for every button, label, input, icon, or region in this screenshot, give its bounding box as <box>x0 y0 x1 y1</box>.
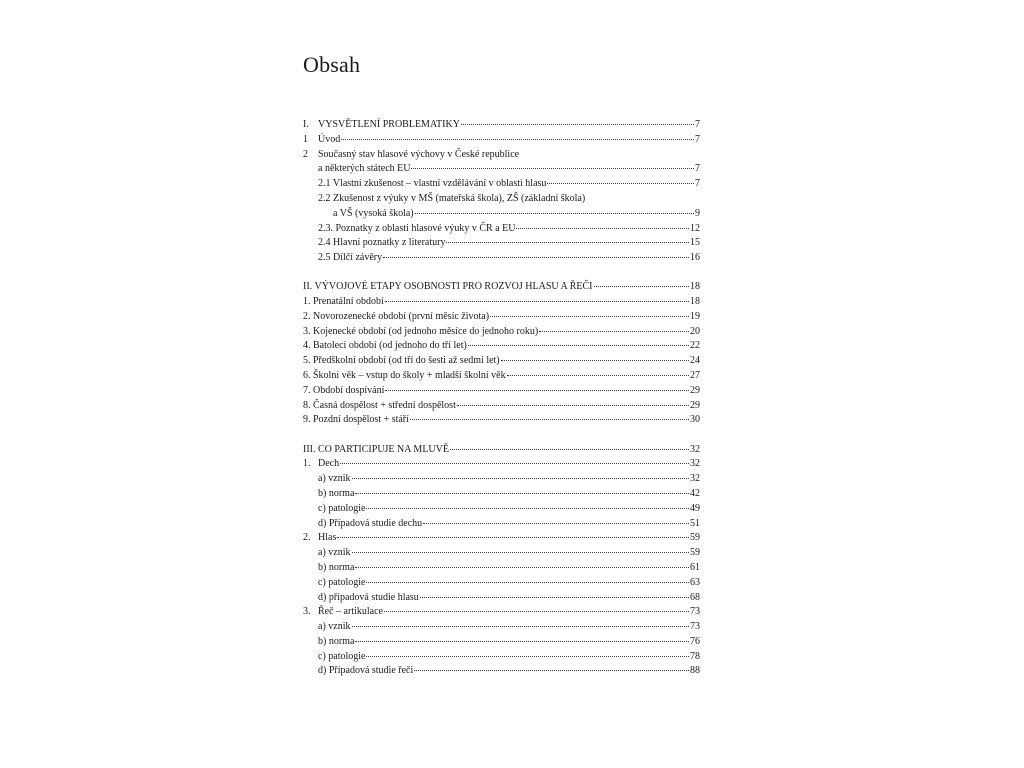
toc-entry-label: 2. Novorozenecké období (první měsíc života) <box>303 310 490 322</box>
toc-entry[interactable] <box>303 369 700 384</box>
toc-entry-page: 22 <box>690 340 700 352</box>
toc-entry-label: Hlas <box>318 532 337 544</box>
toc-entry-page: 61 <box>690 561 700 573</box>
toc-entry-label: c) patologie <box>318 502 366 514</box>
toc-entry-page: 7 <box>695 119 700 130</box>
toc-entry-page: 7 <box>695 178 700 190</box>
toc-entry[interactable] <box>303 118 700 133</box>
toc-entry[interactable] <box>303 443 700 458</box>
toc-entry-label: a) vznik <box>318 473 351 485</box>
toc-entry[interactable] <box>303 236 700 251</box>
toc-entry-label: c) patologie <box>318 650 366 662</box>
toc-entry-label: 2.3. Poznatky z oblasti hlasové výuky v ČR a EU <box>318 222 516 234</box>
toc-entry-page: 49 <box>690 502 700 514</box>
toc-dot-leader <box>385 301 689 302</box>
toc-dot-leader <box>539 331 689 332</box>
toc-entry-number: 1. <box>303 458 311 470</box>
toc-entry-label: Řeč – artikulace <box>318 606 383 618</box>
toc-dot-leader <box>446 242 689 243</box>
toc-dot-leader <box>461 124 694 125</box>
table-of-contents <box>303 118 700 679</box>
toc-entry[interactable] <box>303 192 700 207</box>
toc-entry-label: d) případová studie hlasu <box>318 591 419 603</box>
toc-entry[interactable] <box>303 148 700 163</box>
toc-entry-page: 59 <box>690 532 700 544</box>
toc-entry[interactable] <box>303 207 700 222</box>
toc-dot-leader <box>355 641 689 642</box>
toc-dot-leader <box>501 360 689 361</box>
toc-entry[interactable] <box>303 162 700 177</box>
toc-entry-number: 2 <box>303 148 308 160</box>
toc-entry[interactable] <box>303 384 700 399</box>
toc-entry-page: 29 <box>690 384 700 396</box>
toc-entry[interactable] <box>303 325 700 340</box>
toc-dot-leader <box>410 419 689 420</box>
toc-dot-leader <box>366 582 689 583</box>
toc-dot-leader <box>415 213 694 214</box>
toc-entry-label: 8. Časná dospělost + střední dospělost <box>303 399 456 411</box>
toc-entry[interactable] <box>303 472 700 487</box>
toc-entry-label: Dech <box>318 458 340 470</box>
toc-dot-leader <box>383 257 689 258</box>
toc-dot-leader <box>341 139 694 140</box>
toc-entry-page: 19 <box>690 310 700 322</box>
toc-dot-leader <box>340 463 689 464</box>
toc-dot-leader <box>507 375 689 376</box>
toc-entry-label: a) vznik <box>318 547 351 559</box>
toc-entry-page: 7 <box>695 163 700 175</box>
toc-entry[interactable] <box>303 650 700 665</box>
toc-entry[interactable] <box>303 413 700 428</box>
toc-section <box>303 118 700 266</box>
toc-entry[interactable] <box>303 502 700 517</box>
toc-dot-leader <box>352 478 690 479</box>
toc-entry-label: 5. Předškolní období (od tří do šesti až sedmi let) <box>303 355 500 367</box>
toc-entry-label: d) Případová studie dechu <box>318 517 423 529</box>
toc-dot-leader <box>516 228 689 229</box>
toc-entry-label: 7. Období dospívání <box>303 384 385 396</box>
toc-dot-leader <box>384 611 689 612</box>
toc-entry-label: a některých státech EU <box>318 163 411 175</box>
toc-entry-page: 16 <box>690 252 700 264</box>
toc-entry-page: 59 <box>690 547 700 559</box>
toc-entry[interactable] <box>303 339 700 354</box>
toc-entry-page: 68 <box>690 591 700 603</box>
toc-entry[interactable] <box>303 487 700 502</box>
toc-entry-label: c) patologie <box>318 576 366 588</box>
toc-entry-page: 27 <box>690 370 700 382</box>
toc-entry[interactable] <box>303 546 700 561</box>
toc-entry-page: 24 <box>690 355 700 367</box>
toc-entry-page: 63 <box>690 576 700 588</box>
toc-entry-label: b) norma <box>318 635 355 647</box>
toc-entry-label: 2.1 Vlastní zkušenost – vlastní vzdělávání v oblasti hlasu <box>318 178 547 190</box>
toc-entry-number: 2. <box>303 532 311 544</box>
toc-dot-leader <box>450 449 689 450</box>
toc-entry[interactable] <box>303 310 700 325</box>
toc-entry-label: b) norma <box>318 561 355 573</box>
toc-entry-label: 2.2 Zkušenost z výuky v MŠ (mateřská škola), ZŠ (základní škola) <box>318 192 586 204</box>
toc-entry[interactable] <box>303 295 700 310</box>
toc-section <box>303 280 700 428</box>
toc-entry-page: 7 <box>695 133 700 145</box>
toc-entry-label: 9. Pozdní dospělost + stáří <box>303 414 409 426</box>
toc-entry-number: I. <box>303 119 309 130</box>
toc-dot-leader <box>457 405 689 406</box>
toc-dot-leader <box>385 390 689 391</box>
toc-entry[interactable] <box>303 222 700 237</box>
toc-entry[interactable] <box>303 531 700 546</box>
toc-dot-leader <box>423 523 689 524</box>
toc-entry-page: 29 <box>690 399 700 411</box>
toc-dot-leader <box>468 345 689 346</box>
toc-dot-leader <box>355 567 689 568</box>
toc-dot-leader <box>337 537 689 538</box>
toc-entry[interactable] <box>303 251 700 266</box>
toc-entry-page: 88 <box>690 665 700 677</box>
toc-entry-label: 2.4 Hlavní poznatky z literatury <box>318 237 446 249</box>
toc-entry[interactable] <box>303 354 700 369</box>
toc-dot-leader <box>414 670 689 671</box>
toc-entry-label: 6. Školní věk – vstup do školy + mladší školní věk <box>303 370 506 382</box>
toc-entry-label: d) Případová studie řeči <box>318 665 414 677</box>
toc-entry-page: 30 <box>690 414 700 426</box>
toc-dot-leader <box>352 626 690 627</box>
toc-entry[interactable] <box>303 664 700 679</box>
toc-entry[interactable] <box>303 620 700 635</box>
toc-dot-leader <box>352 552 690 553</box>
toc-entry[interactable] <box>303 133 700 148</box>
toc-entry-label: b) norma <box>318 487 355 499</box>
toc-section <box>303 443 700 680</box>
toc-entry-page: 32 <box>690 458 700 470</box>
toc-dot-leader <box>366 508 689 509</box>
toc-entry-label: a) vznik <box>318 621 351 633</box>
toc-entry-label: VYSVĚTLENÍ PROBLEMATIKY <box>318 119 460 130</box>
toc-dot-leader <box>594 286 690 287</box>
toc-entry-label: Úvod <box>318 133 341 145</box>
toc-entry-page: 15 <box>690 237 700 249</box>
toc-dot-leader <box>411 168 694 169</box>
toc-entry-number: 3. <box>303 606 311 618</box>
toc-entry-page: 78 <box>690 650 700 662</box>
toc-entry[interactable] <box>303 605 700 620</box>
toc-entry-label: a VŠ (vysoká škola) <box>333 207 414 219</box>
toc-entry[interactable] <box>303 457 700 472</box>
toc-dot-leader <box>366 656 689 657</box>
toc-entry[interactable] <box>303 591 700 606</box>
toc-dot-leader <box>420 597 689 598</box>
toc-entry-page: 9 <box>695 207 700 219</box>
toc-entry-page: 18 <box>690 296 700 308</box>
page-title: Obsah <box>303 52 361 77</box>
toc-entry-label: 2.5 Dílčí závěry <box>318 252 383 264</box>
toc-entry-number: 1 <box>303 133 308 145</box>
toc-dot-leader <box>490 316 689 317</box>
toc-entry-page: 20 <box>690 325 700 337</box>
toc-entry[interactable] <box>303 280 700 295</box>
toc-entry-page: 32 <box>690 473 700 485</box>
toc-entry-page: 12 <box>690 222 700 234</box>
toc-entry[interactable] <box>303 576 700 591</box>
toc-entry[interactable] <box>303 177 700 192</box>
toc-entry[interactable] <box>303 561 700 576</box>
toc-entry-page: 18 <box>690 281 700 293</box>
toc-dot-leader <box>547 183 694 184</box>
toc-entry[interactable] <box>303 399 700 414</box>
toc-entry[interactable] <box>303 517 700 532</box>
toc-entry-label: 1. Prenatální období <box>303 296 384 308</box>
toc-entry-page: 51 <box>690 517 700 529</box>
toc-entry-label: II. VÝVOJOVÉ ETAPY OSOBNOSTI PRO ROZVOJ HLASU A ŘEČI <box>303 281 593 293</box>
toc-entry-page: 73 <box>690 606 700 618</box>
toc-entry-page: 32 <box>690 443 700 455</box>
toc-entry-page: 76 <box>690 635 700 647</box>
toc-dot-leader <box>355 493 689 494</box>
toc-entry-label: III. CO PARTICIPUJE NA MLUVĚ <box>303 443 449 455</box>
toc-entry-label: Současný stav hlasové výchovy v České republice <box>318 148 520 160</box>
toc-entry[interactable] <box>303 635 700 650</box>
toc-entry-label: 4. Batolecí období (od jednoho do tří let) <box>303 340 467 352</box>
toc-entry-label: 3. Kojenecké období (od jednoho měsíce do jednoho roku) <box>303 325 539 337</box>
toc-entry-page: 42 <box>690 487 700 499</box>
toc-entry-page: 73 <box>690 621 700 633</box>
